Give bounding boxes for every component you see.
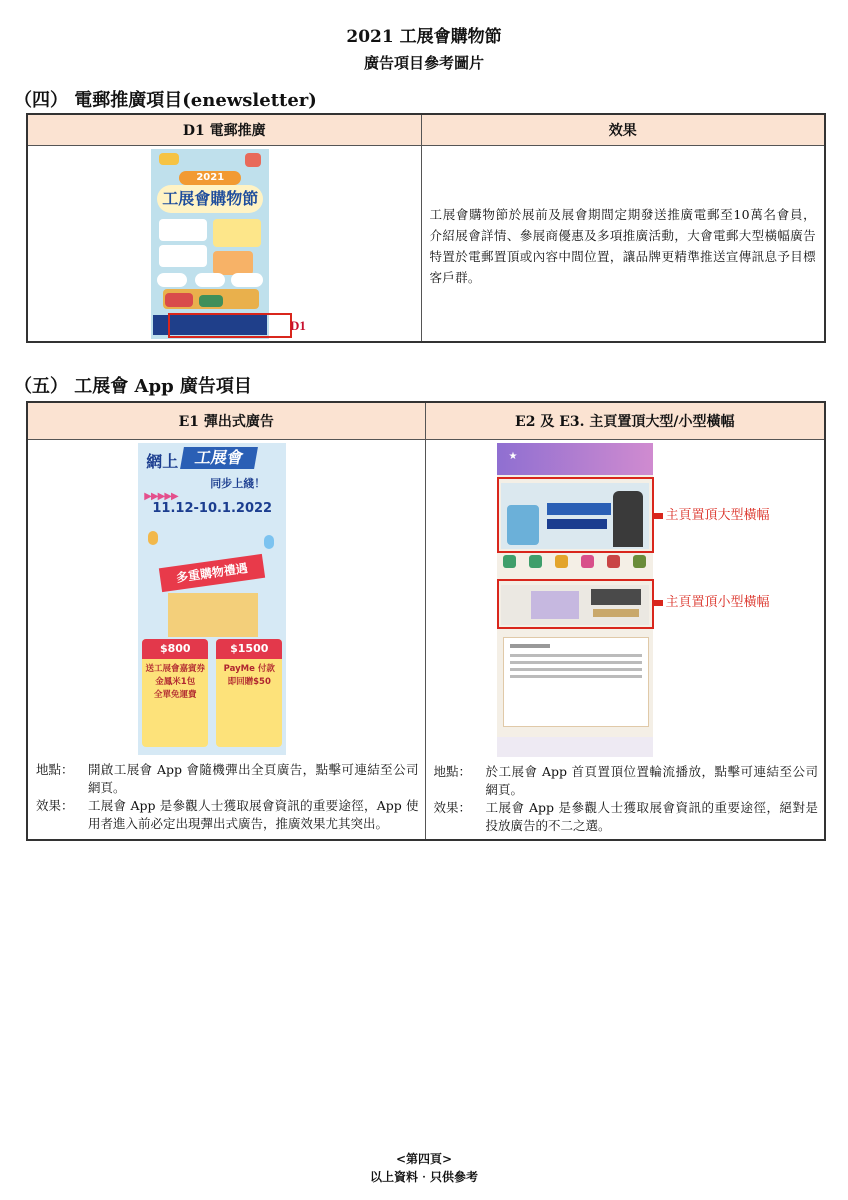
e2-description [426,763,825,839]
e2-location-text: 於工展會 App 首頁置頂位置輪流播放，點擊可連結至公司網頁。 [485,764,818,797]
d1-image-tag: D1 [290,318,306,333]
effect-column-header: 效果 [421,114,825,146]
app-notice-card [503,637,649,727]
e2-location-label: 地點： [433,764,472,779]
large-banner-marker-icon [652,513,663,519]
d1-image-cell [27,146,421,342]
footer-note: 以上資料‧只供參考 [369,1170,478,1184]
d1-highlight-box [168,313,292,338]
d1-column-header: D1 電郵推廣 [27,114,421,146]
document-title: 2021 工展會購物節 [346,27,502,47]
e2-effect-text: 工展會 App 是參觀人士獲取展會資訊的重要途徑，絕對是投放廣告的不二之選。 [485,800,818,833]
document-subtitle: 廣告項目參考圖片 [363,54,484,72]
enewsletter-effect-text: 工展會購物節於展前及展會期間定期發送推廣電郵至10萬名會員，介紹展會詳情、參展商優惠及多項推廣活動，大會電郵大型橫幅廣告特置於電郵置頂或內容中間位置，讓品牌更精準推送宣傳訊息予目標客戶群。 [429,207,816,285]
small-banner-highlight [497,579,654,629]
d1-email-poster-image: 2021 工展會購物節 [151,149,269,339]
section-heading-app-ads: （五） 工展會 App 廣告項目 [14,376,252,397]
e1-description [28,761,425,837]
e2-e3-column-header: E2 及 E3. 主頁置頂大型/小型橫幅 [425,402,825,440]
e1-cell [27,440,425,841]
effect-text-cell [421,146,825,342]
app-logo-icon: ★ [508,451,518,462]
e1-effect-label: 效果： [36,798,74,813]
page-number: <第四頁> [395,1152,453,1166]
e1-popup-ad-image: 網上 工展會 同步上綫！ ▶▶▶▶▶ 11.12-10.1.2022 多重購物禮遇 $800 送工展會嘉賓券 金鳳米1包 全單免運費 $1500 PayMe 付款 即回贈$50 [138,443,286,755]
e1-column-header: E1 彈出式廣告 [27,402,425,440]
app-ads-table [26,401,826,841]
e2-effect-label: 效果： [433,800,472,815]
app-bottom-nav [497,737,653,757]
e1-effect-text: 工展會 App 是參觀人士獲取展會資訊的重要途徑，App 使用者進入前必定出現彈出式廣告，推廣效果尤其突出。 [88,798,419,831]
small-banner-annotation: 主頁置頂小型橫幅 [665,595,770,610]
small-banner-marker-icon [652,600,663,606]
e1-location-text: 開啟工展會 App 會隨機彈出全頁廣告，點擊可連結至公司網頁。 [88,762,419,795]
large-banner-annotation: 主頁置頂大型橫幅 [665,508,770,523]
e1-location-label: 地點： [36,762,74,777]
e2-e3-cell [425,440,825,841]
section-heading-enewsletter: （四） 電郵推廣項目(enewsletter) [14,90,317,111]
enewsletter-table [26,113,826,343]
large-banner-highlight [497,477,654,553]
